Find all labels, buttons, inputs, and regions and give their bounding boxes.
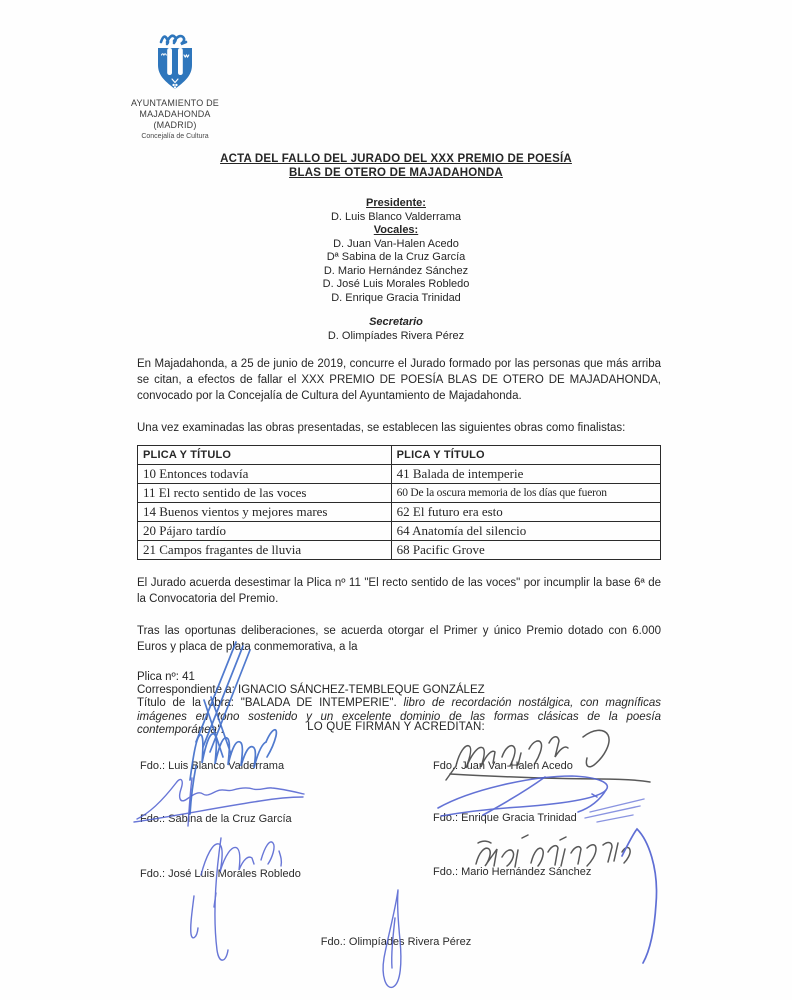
paragraph-dismissal: El Jurado acuerda desestimar la Plica nº 11 "El recto sentido de las voces" por incumplir la base 6ª de la Convocatoria del Premio.	[137, 577, 661, 605]
org-name-line2: MAJADAHONDA	[139, 109, 211, 119]
table-row	[138, 484, 661, 503]
secretary-label: Secretario	[369, 316, 423, 328]
table-row	[138, 503, 661, 522]
vocal-name: D. Mario Hernández Sánchez	[323, 264, 469, 277]
table-cell: 64 Anatomía del silencio	[391, 522, 660, 541]
table-cell: 14 Buenos vientos y mejores mares	[138, 503, 392, 522]
work-title-prefix: Título de la obra: "BALADA DE INTEMPERIE".	[137, 697, 404, 710]
finalists-table	[137, 445, 661, 560]
vocals-label: Vocales:	[373, 224, 419, 236]
signature-label-jose-morales: Fdo.: José Luis Morales Robledo	[140, 868, 301, 880]
table-cell: 68 Pacific Grove	[391, 541, 660, 560]
signature-juan-van-halen	[446, 730, 650, 782]
table-cell: 11 El recto sentido de las voces	[138, 484, 392, 503]
table-header-row	[138, 446, 661, 465]
signature-label-juan-van-halen: Fdo.: Juan Van-Halen Acedo	[433, 760, 573, 772]
table-cell: 62 El futuro era esto	[391, 503, 660, 522]
org-name-line3: (MADRID)	[153, 120, 197, 130]
paragraph-intro: En Majadahonda, a 25 de junio de 2019, concurre el Jurado formado por las personas que más arriba se citan, a efectos de fallar el XXX PREMIO DE POESÍA BLAS DE OTERO DE MAJADAHONDA, convocado por la Concejalía de Cultura del Ayuntamiento de Majadahonda.	[137, 358, 661, 402]
president-label: Presidente:	[366, 197, 426, 209]
vocal-name: D. José Luis Morales Robledo	[322, 278, 470, 290]
column-header-left: PLICA Y TÍTULO	[138, 446, 392, 465]
jury-quote: libro de recordación nostálgica, con magníficas imágenes en tono sostenido y un excelente dominio de las formas clásicas de la poesía contemporánea".	[137, 697, 661, 736]
table-row	[138, 465, 661, 484]
table-cell: 20 Pájaro tardío	[138, 522, 392, 541]
document-body	[137, 356, 661, 737]
secretary-name: D. Olimpíades Rivera Pérez	[327, 329, 465, 342]
signature-label-luis-blanco: Fdo.: Luis Blanco Valderrama	[140, 760, 285, 772]
president-name: D. Luis Blanco Valderrama	[330, 210, 462, 223]
signature-label-enrique-gracia: Fdo.: Enrique Gracia Trinidad	[433, 812, 577, 824]
table-cell: 21 Campos fragantes de lluvia	[138, 541, 392, 560]
vocal-name: Dª Sabina de la Cruz García	[326, 251, 466, 263]
plica-number-line: Plica nº: 41	[137, 671, 195, 683]
document-title-line2: BLAS DE OTERO DE MAJADAHONDA	[289, 167, 503, 179]
table-row	[138, 522, 661, 541]
document-title	[0, 152, 792, 180]
table-cell: 60 De la oscura memoria de los días que fueron	[391, 484, 660, 503]
table-cell: 10 Entonces todavía	[138, 465, 392, 484]
letterhead	[105, 30, 245, 141]
paragraph-finalists-intro: Una vez examinadas las obras presentadas, se establecen las siguientes obras como finalistas:	[137, 422, 626, 434]
column-header-right: PLICA Y TÍTULO	[391, 446, 660, 465]
signature-label-olimpiades: Fdo.: Olimpíades Rivera Pérez	[320, 936, 472, 948]
paragraph-award: Tras las oportunas deliberaciones, se acuerda otorgar el Primer y único Premio dotado con 6.000 Euros y placa de plata conmemorativa, a la	[137, 625, 661, 653]
table-row	[138, 541, 661, 560]
signature-label-sabina-cruz: Fdo.: Sabina de la Cruz García	[140, 813, 292, 825]
jury-list	[0, 197, 792, 343]
majadahonda-crest-icon	[153, 30, 197, 92]
table-cell: 41 Balada de intemperie	[391, 465, 660, 484]
vocal-name: D. Enrique Gracia Trinidad	[331, 291, 461, 304]
vocal-name: D. Juan Van-Halen Acedo	[333, 237, 459, 250]
org-name-line1: AYUNTAMIENTO DE	[130, 98, 219, 108]
attest-line: LO QUE FIRMAN Y ACREDITAN:	[307, 721, 485, 733]
document-title-line1: ACTA DEL FALLO DEL JURADO DEL XXX PREMIO DE POESÍA	[220, 153, 572, 165]
signature-label-mario-hernandez: Fdo.: Mario Hernández Sánchez	[433, 866, 592, 878]
winner-name-line: Correspondiente a: IGNACIO SÁNCHEZ-TEMBLEQUE GONZÁLEZ	[137, 684, 485, 697]
department-line: Concejalía de Cultura	[141, 133, 209, 140]
